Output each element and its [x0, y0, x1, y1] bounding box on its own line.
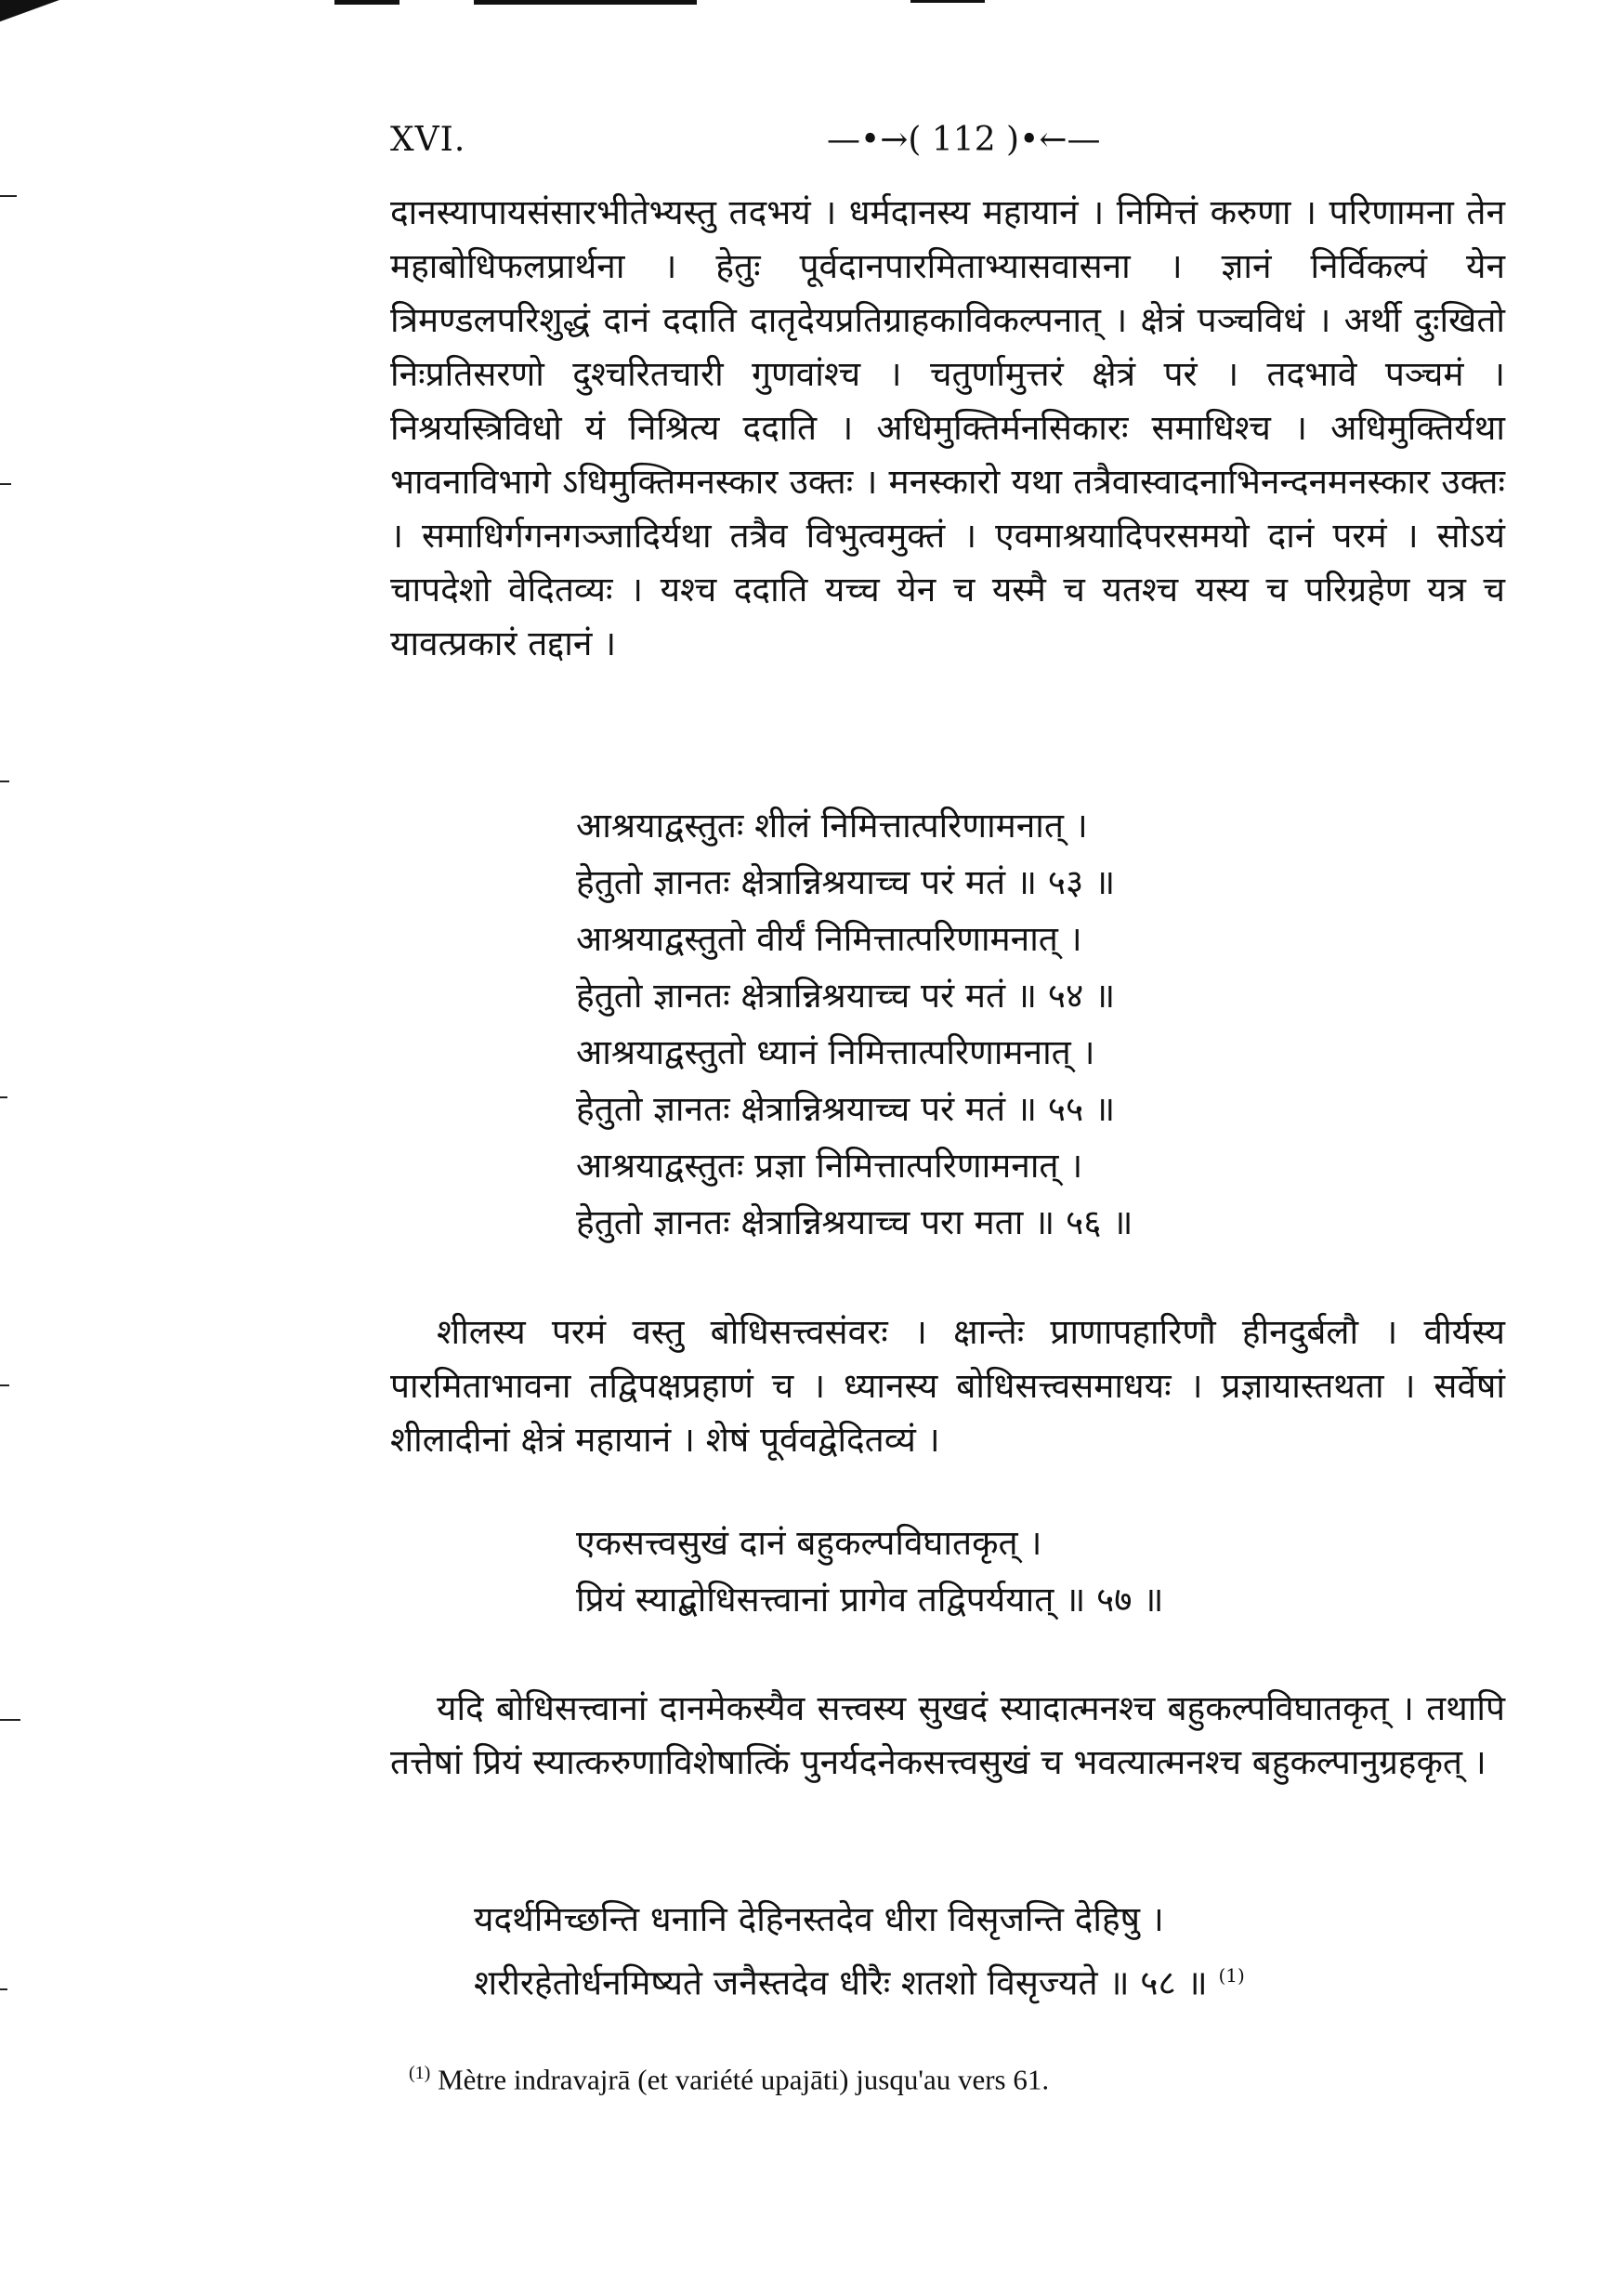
verse-line: एकसत्त्वसुखं दानं बहुकल्पविघातकृत् । — [576, 1523, 1042, 1563]
footnote-mark: (1) — [409, 2063, 431, 2083]
verse-line: आश्रयाद्वस्तुतः प्रज्ञा निमित्तात्परिणामनात् । — [576, 1146, 1083, 1186]
footnote-text: Mètre indravajrā (et variété upajāti) jusqu'au vers 61. — [438, 2063, 1050, 2096]
page-number: —•→( 112 )•←— — [827, 121, 1101, 159]
verse-line: हेतुतो ज्ञानतः क्षेत्रान्निश्रयाच्च परं मतं ॥ ५४ ॥ — [576, 976, 1116, 1016]
verse-line: आश्रयाद्वस्तुतो वीर्यं निमित्तात्परिणामनात् । — [576, 919, 1082, 959]
paragraph-commentary-3: यदि बोधिसत्त्वानां दानमेकस्यैव सत्त्वस्य सुखदं स्यादात्मनश्च बहुकल्पविघातकृत् । तथापि तत्तेषां प्रियं स्यात्करुणाविशेषात्किं पुनर्यदनेकसत्त्वसुखं च भवत्यात्मनश्च बहुकल्पानुग्रहकृत् । — [390, 1688, 1505, 1782]
verse-line: हेतुतो ज्ञानतः क्षेत्रान्निश्रयाच्च परं मतं ॥ ५३ ॥ — [576, 862, 1116, 902]
page-header — [390, 121, 1514, 167]
verse-block-57 — [576, 1515, 1163, 1628]
paragraph-commentary-1: दानस्यापायसंसारभीतेभ्यस्तु तदभयं । धर्मदानस्य महायानं । निमित्तं करुणा । परिणामना तेन महाबोधिफलप्रार्थना । हेतुः पूर्वदानपारमिताभ्यासवासना । ज्ञानं निर्विकल्पं येन त्रिमण्डलपरिशुद्धं दानं ददाति दातृदेयप्रतिग्राहकाविकल्पनात् । क्षेत्रं पञ्चविधं । अर्थी दुःखितो निःप्रतिसरणो दुश्चरितचारी गुणवांश्च । चतुर्णामुत्तरं क्षेत्रं परं । तदभावे पञ्चमं । निश्रयस्त्रिविधो यं निश्रित्य ददाति । अधिमुक्तिर्मनसिकारः समाधिश्च । अधिमुक्तिर्यथा भावनाविभागे ऽधिमुक्तिमनस्कार उक्तः । मनस्कारो यथा तत्रैवास्वादनाभिनन्दनमनस्कार उक्तः । समाधिर्गगनगञ्जादिर्यथा तत्रैव विभुत्वमुक्तं । एवमाश्रयादिपरसमयो दानं परमं । सोऽयं चापदेशो वेदितव्यः । यश्च ददाति यच्च येन च यस्मै च यतश्च यस्य च परिग्रहेण यत्र च यावत्प्रकारं तद्दानं । — [390, 192, 1505, 663]
verse-line — [474, 1948, 1245, 2011]
scan-corner-mark — [0, 0, 65, 37]
verse-line: प्रियं स्याद्बोधिसत्त्वानां प्रागेव तद्विपर्ययात् ॥ ५७ ॥ — [576, 1580, 1164, 1620]
footnote — [409, 2063, 1049, 2096]
paragraph-commentary-2: शीलस्य परमं वस्तु बोधिसत्त्वसंवरः । क्षान्तेः प्राणापहारिणौ हीनदुर्बलौ । वीर्यस्य पारमिताभावना तद्विपक्षप्रहाणं च । ध्यानस्य बोधिसत्त्वसमाधयः । प्रज्ञायास्तथता । सर्वेषां शीलादीनां क्षेत्रं महायानं । शेषं पूर्ववद्वेदितव्यं । — [390, 1312, 1505, 1460]
verse-line: हेतुतो ज्ञानतः क्षेत्रान्निश्रयाच्च परं मतं ॥ ५५ ॥ — [576, 1089, 1116, 1129]
verse-block-58 — [474, 1891, 1245, 2011]
scan-border-top — [0, 0, 1624, 7]
verse-line: हेतुतो ज्ञानतः क्षेत्रान्निश्रयाच्च परा मता ॥ ५६ ॥ — [576, 1202, 1133, 1242]
verse-line: आश्रयाद्वस्तुतो ध्यानं निमित्तात्परिणामनात् । — [576, 1032, 1095, 1072]
footnote-reference: (1) — [1218, 1964, 1245, 1987]
verse-block-53-56 — [576, 797, 1133, 1251]
verse-line: यदर्थमिच्छन्ति धनानि देहिनस्तदेव धीरा विसृजन्ति देहिषु । — [474, 1899, 1164, 1939]
scan-border-left — [0, 56, 20, 2286]
verse-line: आश्रयाद्वस्तुतः शीलं निमित्तात्परिणामनात् । — [576, 806, 1088, 846]
verse-line-text: शरीरहेतोर्धनमिष्यते जनैस्तदेव धीरैः शतशो विसृज्यते ॥ ५८ ॥ — [474, 1962, 1208, 2003]
section-signature: XVI. — [390, 121, 466, 159]
